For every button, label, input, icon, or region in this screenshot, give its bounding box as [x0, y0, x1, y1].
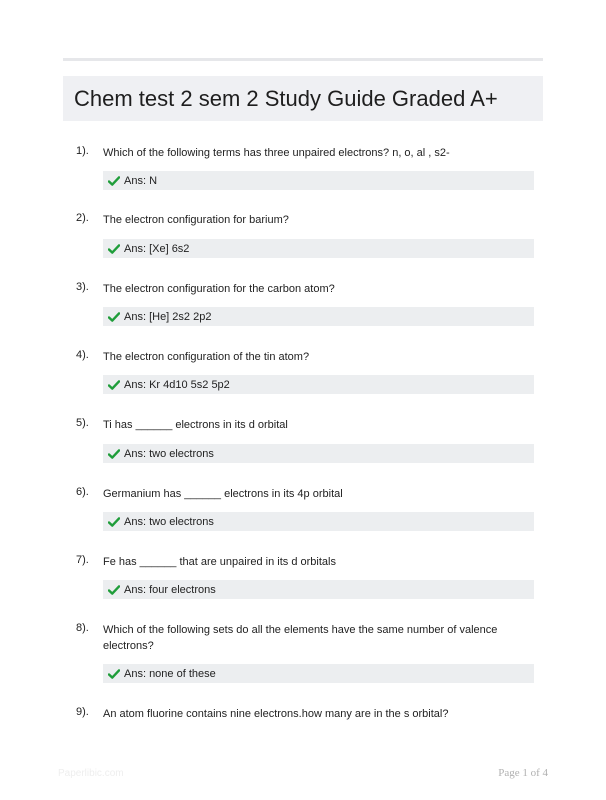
answer-text: Ans: four electrons [124, 583, 216, 596]
check-icon [108, 176, 120, 186]
answer-text: Ans: none of these [124, 667, 216, 680]
question-number: 4). [76, 349, 89, 361]
question-number: 7). [76, 554, 89, 566]
question-text: Germanium has ______ electrons in its 4p orbital [103, 488, 343, 500]
check-icon [108, 312, 120, 322]
question-text: The electron configuration for the carbon atom? [103, 283, 335, 295]
page-title: Chem test 2 sem 2 Study Guide Graded A+ [74, 85, 498, 111]
question-number: 3). [76, 281, 89, 293]
answer-box [103, 580, 534, 599]
answer-text: Ans: two electrons [124, 515, 214, 528]
question-number: 2). [76, 212, 89, 224]
check-icon [108, 380, 120, 390]
answer-box [103, 512, 534, 531]
page-number: Page 1 of 4 [498, 767, 548, 779]
watermark-text: Paperlibic.com [58, 768, 124, 779]
question-text: The electron configuration for barium? [103, 214, 289, 226]
question-number: 5). [76, 417, 89, 429]
check-icon [108, 585, 120, 595]
check-icon [108, 449, 120, 459]
check-icon [108, 244, 120, 254]
answer-text: Ans: [Xe] 6s2 [124, 242, 190, 255]
answer-text: Ans: Kr 4d10 5s2 5p2 [124, 378, 230, 391]
check-icon [108, 517, 120, 527]
question-text: Fe has ______ that are unpaired in its d orbitals [103, 556, 336, 568]
question-text: The electron configuration of the tin atom? [103, 351, 310, 363]
question-number: 1). [76, 145, 89, 157]
answer-box [103, 444, 534, 463]
answer-text: Ans: N [124, 174, 158, 187]
answer-box [103, 664, 534, 683]
question-number: 8). [76, 622, 89, 634]
answer-box [103, 239, 534, 258]
question-number: 6). [76, 486, 89, 498]
answer-text: Ans: [He] 2s2 2p2 [124, 310, 212, 323]
question-text: Ti has ______ electrons in its d orbital [103, 419, 288, 431]
answer-box [103, 171, 534, 190]
check-icon [108, 669, 120, 679]
question-text: An atom fluorine contains nine electrons.how many are in the s orbital? [103, 708, 449, 720]
question-text: Which of the following sets do all the elements have the same number of valence electrons? [103, 624, 498, 652]
answer-text: Ans: two electrons [124, 447, 214, 460]
answer-box [103, 375, 534, 394]
question-text: Which of the following terms has three unpaired electrons? n, o, al , s2- [103, 147, 450, 159]
answer-box [103, 307, 534, 326]
question-number: 9). [76, 706, 89, 718]
